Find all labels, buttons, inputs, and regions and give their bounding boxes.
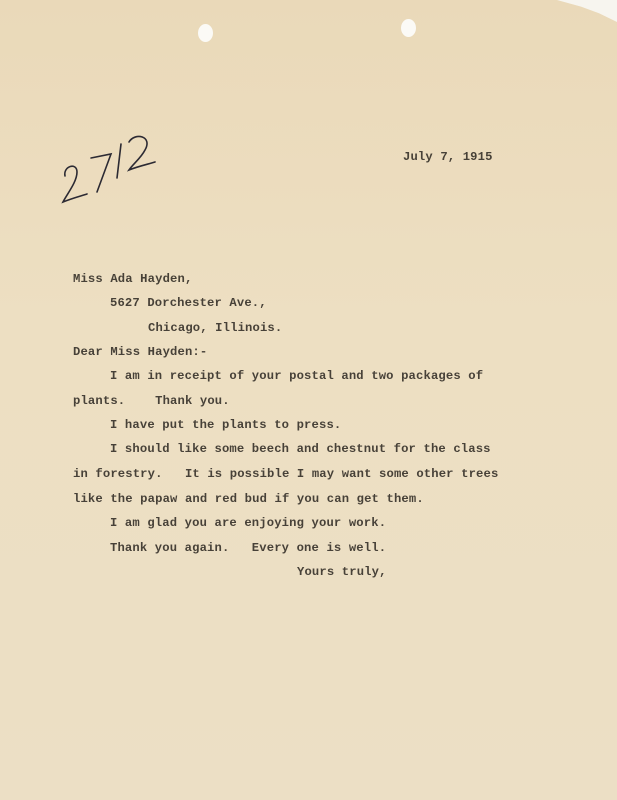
recipient-city: Chicago, Illinois. <box>148 321 283 335</box>
body-line: I am glad you are enjoying your work. <box>110 516 387 530</box>
punch-hole <box>401 19 416 37</box>
body-line: Thank you again. Every one is well. <box>110 541 387 555</box>
body-line: I have put the plants to press. <box>110 418 342 432</box>
letter-date: July 7, 1915 <box>403 150 493 164</box>
punch-hole <box>198 24 213 42</box>
body-line: like the papaw and red bud if you can get them. <box>73 492 424 506</box>
body-line: in forestry. It is possible I may want some other trees <box>73 467 499 481</box>
closing: Yours truly, <box>297 565 387 579</box>
body-line: plants. Thank you. <box>73 394 230 408</box>
torn-corner <box>557 0 617 22</box>
body-line: I am in receipt of your postal and two packages of <box>110 369 484 383</box>
body-line: I should like some beech and chestnut for the class <box>110 442 491 456</box>
salutation: Dear Miss Hayden:- <box>73 345 208 359</box>
recipient-name: Miss Ada Hayden, <box>73 272 193 286</box>
recipient-street: 5627 Dorchester Ave., <box>110 296 267 310</box>
handwritten-number <box>55 128 165 208</box>
